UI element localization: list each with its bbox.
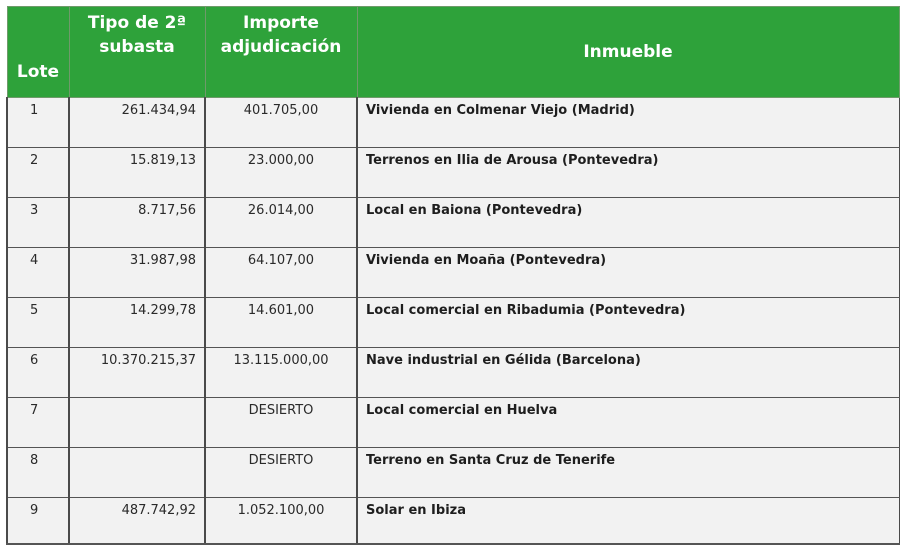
cell-inmueble: Local comercial en Ribadumia (Pontevedra)	[357, 298, 899, 348]
table-row	[7, 298, 899, 348]
cell-tipo-subasta: 261.434,94	[69, 98, 205, 148]
cell-importe: 401.705,00	[205, 98, 357, 148]
cell-tipo-subasta: 14.299,78	[69, 298, 205, 348]
header-row	[7, 7, 899, 98]
header-tipo-subasta	[69, 7, 205, 98]
cell-inmueble: Local en Baiona (Pontevedra)	[357, 198, 899, 248]
header-tipo-line2: subasta	[99, 37, 175, 57]
cell-inmueble: Vivienda en Moaña (Pontevedra)	[357, 248, 899, 298]
table-row	[7, 148, 899, 198]
table-row	[7, 448, 899, 498]
cell-tipo-subasta: 8.717,56	[69, 198, 205, 248]
cell-inmueble: Terrenos en Ilia de Arousa (Pontevedra)	[357, 148, 899, 198]
cell-lote: 4	[7, 248, 69, 298]
table-row	[7, 498, 899, 545]
table-row	[7, 198, 899, 248]
cell-tipo-subasta	[69, 398, 205, 448]
cell-importe: 1.052.100,00	[205, 498, 357, 545]
cell-importe: 23.000,00	[205, 148, 357, 198]
cell-importe: 26.014,00	[205, 198, 357, 248]
cell-lote: 9	[7, 498, 69, 545]
header-inmueble: Inmueble	[357, 7, 899, 98]
header-importe-line1: Importe	[243, 13, 319, 33]
table-row	[7, 348, 899, 398]
cell-tipo-subasta: 31.987,98	[69, 248, 205, 298]
auction-results-table-container	[6, 6, 898, 545]
cell-inmueble: Solar en Ibiza	[357, 498, 899, 545]
cell-tipo-subasta	[69, 448, 205, 498]
cell-tipo-subasta: 15.819,13	[69, 148, 205, 198]
cell-lote: 3	[7, 198, 69, 248]
cell-lote: 8	[7, 448, 69, 498]
cell-importe: 13.115.000,00	[205, 348, 357, 398]
cell-inmueble: Local comercial en Huelva	[357, 398, 899, 448]
table-row	[7, 398, 899, 448]
cell-tipo-subasta: 10.370.215,37	[69, 348, 205, 398]
cell-importe: DESIERTO	[205, 398, 357, 448]
cell-lote: 5	[7, 298, 69, 348]
cell-importe: 14.601,00	[205, 298, 357, 348]
cell-lote: 7	[7, 398, 69, 448]
header-lote: Lote	[7, 7, 69, 98]
table-row	[7, 248, 899, 298]
cell-inmueble: Terreno en Santa Cruz de Tenerife	[357, 448, 899, 498]
header-importe-line2: adjudicación	[220, 37, 342, 57]
cell-importe: 64.107,00	[205, 248, 357, 298]
header-tipo-line1: Tipo de 2ª	[87, 13, 187, 33]
cell-inmueble: Vivienda en Colmenar Viejo (Madrid)	[357, 98, 899, 148]
cell-importe: DESIERTO	[205, 448, 357, 498]
cell-lote: 1	[7, 98, 69, 148]
cell-inmueble: Nave industrial en Gélida (Barcelona)	[357, 348, 899, 398]
cell-tipo-subasta: 487.742,92	[69, 498, 205, 545]
cell-lote: 2	[7, 148, 69, 198]
table-row	[7, 98, 899, 148]
auction-results-table	[6, 6, 900, 545]
header-importe-adjudicacion	[205, 7, 357, 98]
cell-lote: 6	[7, 348, 69, 398]
